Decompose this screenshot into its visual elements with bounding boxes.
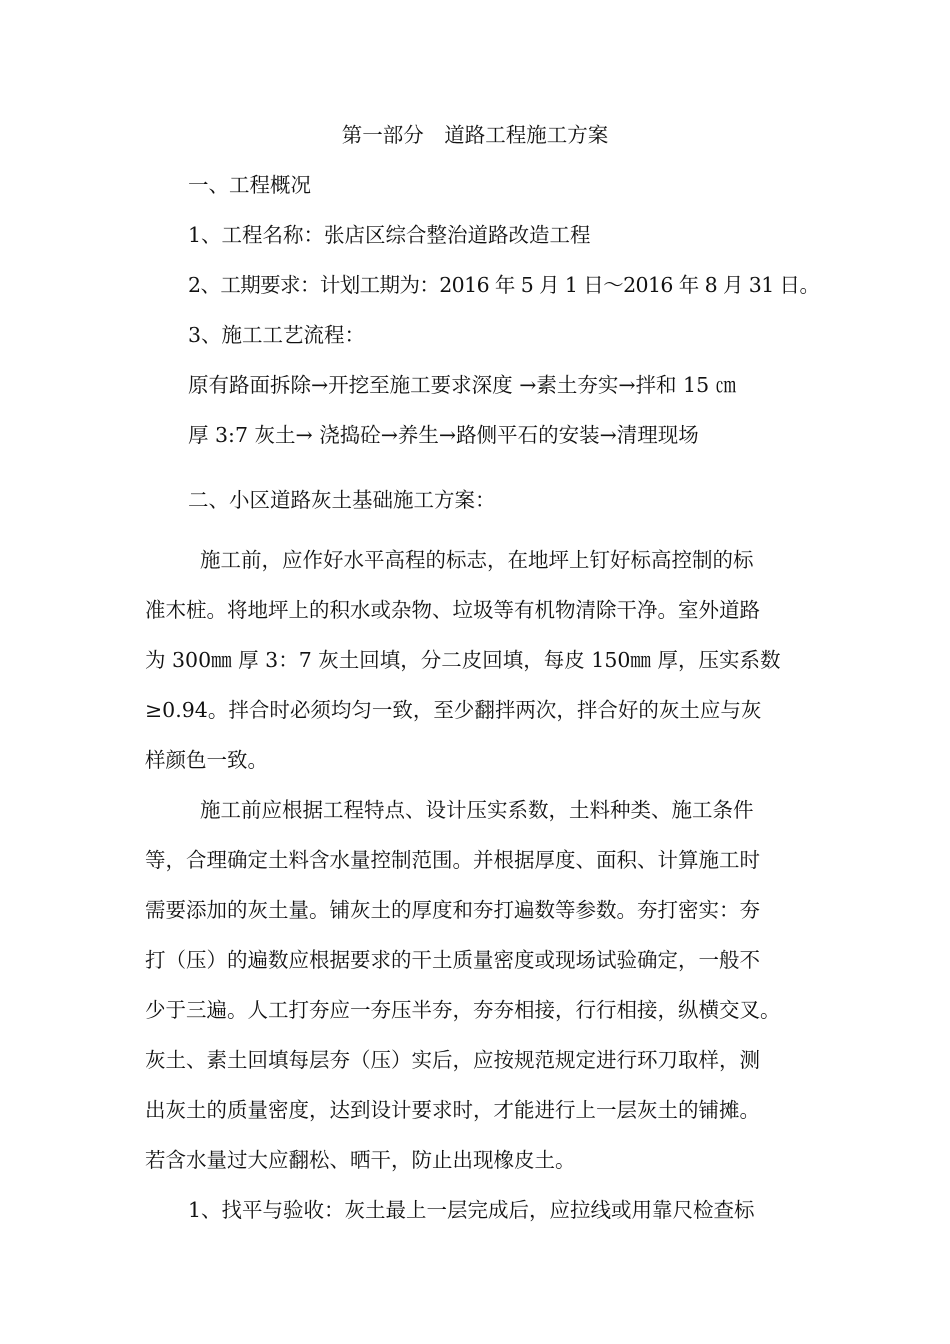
paragraph2-line: 若含水量过大应翻松、晒干，防止出现橡皮土。 bbox=[145, 1148, 576, 1172]
schedule-item: 2、工期要求：计划工期为：2016 年 5 月 1 日～2016 年 8 月 31 日。 bbox=[188, 273, 820, 297]
paragraph1-line: 为 300㎜ 厚 3：7 灰土回填，分二皮回填，每皮 150㎜ 厚，压实系数 bbox=[145, 648, 781, 672]
paragraph1-line: 准木桩。将地坪上的积水或杂物、垃圾等有机物清除干净。室外道路 bbox=[145, 598, 760, 622]
paragraph2-line: 打（压）的遍数应根据要求的干土质量密度或现场试验确定，一般不 bbox=[145, 948, 760, 972]
section1-heading: 一、工程概况 bbox=[188, 173, 311, 197]
leveling-acceptance-item: 1、找平与验收：灰土最上一层完成后，应拉线或用靠尺检查标 bbox=[188, 1198, 755, 1222]
process-flow-item: 3、施工工艺流程： bbox=[188, 323, 366, 347]
paragraph1-line: 施工前，应作好水平高程的标志，在地坪上钉好标高控制的标 bbox=[200, 548, 754, 572]
process-flow-line: 厚 3:7 灰土→ 浇捣砼→养生→路侧平石的安装→清理现场 bbox=[188, 423, 699, 447]
paragraph2-line: 施工前应根据工程特点、设计压实系数，土料种类、施工条件 bbox=[200, 798, 754, 822]
paragraph2-line: 出灰土的质量密度，达到设计要求时，才能进行上一层灰土的铺摊。 bbox=[145, 1098, 760, 1122]
paragraph1-line: 样颜色一致。 bbox=[145, 748, 268, 772]
paragraph1-line: ≥0.94。拌合时必须均匀一致，至少翻拌两次，拌合好的灰土应与灰 bbox=[145, 698, 762, 722]
document-title: 第一部分 道路工程施工方案 bbox=[341, 123, 609, 147]
project-name-item: 1、工程名称：张店区综合整治道路改造工程 bbox=[188, 223, 591, 247]
paragraph2-line: 灰土、素土回填每层夯（压）实后，应按规范规定进行环刀取样，测 bbox=[145, 1048, 760, 1072]
paragraph2-line: 少于三遍。人工打夯应一夯压半夯，夯夯相接，行行相接，纵横交叉。 bbox=[145, 998, 781, 1022]
section2-heading: 二、小区道路灰土基础施工方案： bbox=[188, 488, 496, 512]
paragraph2-line: 等，合理确定土料含水量控制范围。并根据厚度、面积、计算施工时 bbox=[145, 848, 760, 872]
process-flow-line: 原有路面拆除→开挖至施工要求深度 →素土夯实→拌和 15 ㎝ bbox=[188, 373, 737, 397]
paragraph2-line: 需要添加的灰土量。铺灰土的厚度和夯打遍数等参数。夯打密实：夯 bbox=[145, 898, 760, 922]
